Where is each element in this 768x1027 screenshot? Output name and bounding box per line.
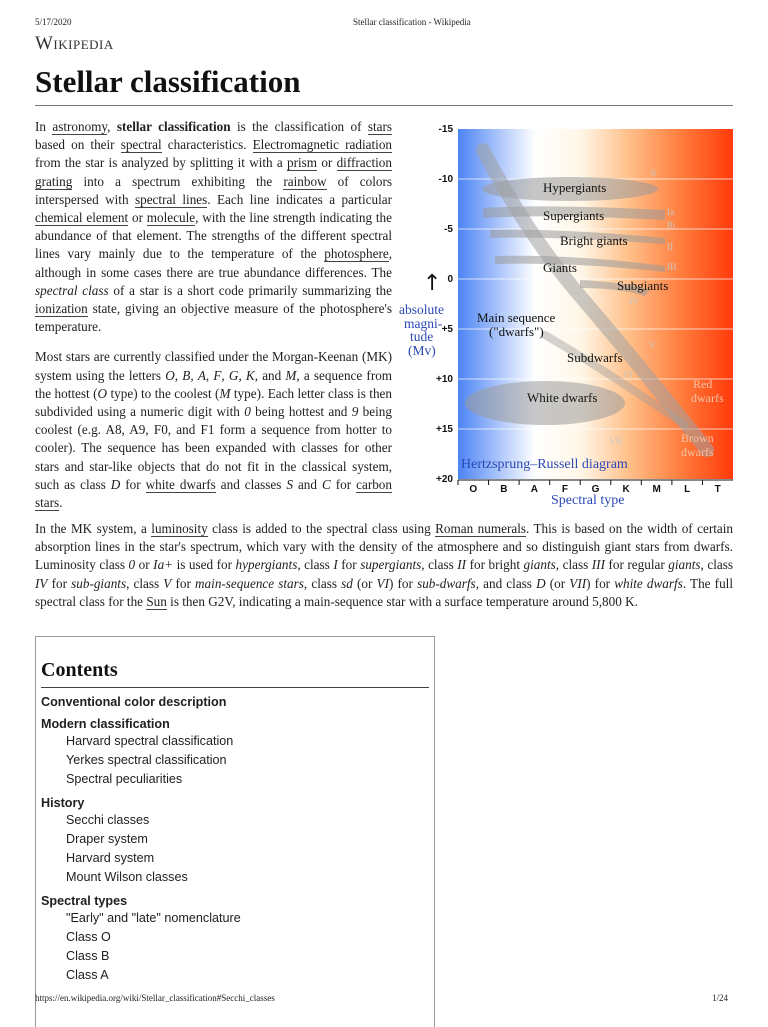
text-run: is then G2V, indicating a main-sequence star with a surface temperature around 5,800 K.	[166, 593, 638, 609]
x-tick-label: T	[714, 484, 721, 495]
luminosity-paragraph	[35, 520, 733, 611]
roman-ib: Ib	[667, 221, 675, 231]
text-run: type) to the coolest (	[107, 385, 220, 401]
italic-term: sd	[341, 575, 353, 591]
y-tick-label: -10	[438, 174, 453, 185]
text-run: , a sequence from the hottest (	[35, 367, 393, 401]
text-run: state, giving an objective measure of the photosphere's temperature.	[35, 301, 392, 335]
text-run: for	[47, 575, 72, 591]
wikipedia-wordmark[interactable]: Wikipedia	[35, 33, 114, 54]
text-run: , class	[700, 557, 733, 573]
italic-term: giants	[523, 557, 556, 573]
italic-term: F	[213, 367, 222, 383]
inline-link[interactable]: spectral	[120, 137, 162, 153]
print-date: 5/17/2020	[35, 17, 72, 27]
y-tick-label: -5	[444, 224, 453, 235]
italic-term: A	[197, 367, 206, 383]
text-run: , and class	[475, 575, 537, 591]
label-red-dwarfs: dwarfs	[691, 391, 724, 405]
roman-vii: VII	[609, 437, 623, 447]
hr-diagram[interactable]	[395, 120, 740, 515]
text-run: ,	[221, 367, 229, 383]
label-red: Red	[693, 377, 713, 391]
italic-term: III	[591, 557, 605, 573]
intro-column	[35, 118, 392, 524]
italic-term: O	[165, 367, 175, 383]
text-run: being hottest and	[250, 404, 352, 420]
italic-term: M	[219, 385, 231, 401]
text-run: ,	[107, 119, 117, 134]
print-url: https://en.wikipedia.org/wiki/Stellar_classification#Secchi_classes	[35, 993, 275, 1003]
italic-term: spectral class	[35, 282, 109, 298]
inline-link[interactable]: chemical element	[35, 210, 129, 226]
text-run: and	[292, 476, 322, 492]
text-run: (or	[545, 575, 570, 591]
italic-term: II	[457, 557, 467, 573]
print-title: Stellar classification - Wikipedia	[353, 17, 471, 27]
y-tick-label: +15	[436, 424, 453, 435]
y-axis-label-line1[interactable]: absolute	[399, 302, 444, 317]
x-tick-label: F	[561, 484, 568, 495]
contents-subsection-link[interactable]: Class B	[66, 949, 110, 963]
italic-term: M	[285, 367, 297, 383]
x-tick-label: K	[622, 484, 630, 495]
text-run: ,	[205, 367, 214, 383]
contents-subsection-link[interactable]: "Early" and "late" nomenclature	[66, 911, 241, 925]
contents-subsection-link[interactable]: Class O	[66, 930, 111, 944]
inline-link[interactable]: stars	[367, 119, 393, 134]
text-run: In the MK system, a	[35, 521, 152, 536]
text-run: for	[171, 575, 196, 591]
text-run: In	[35, 119, 53, 134]
italic-term: D	[110, 476, 121, 492]
y-axis-label-line2[interactable]: magni-	[404, 316, 443, 331]
label-brown-dwarfs: dwarfs	[681, 445, 714, 459]
contents-subsection-link[interactable]: Spectral peculiarities	[66, 772, 183, 786]
text-run: for regular	[604, 557, 669, 573]
inline-link[interactable]: Roman numerals	[435, 521, 526, 536]
contents-section-link[interactable]: Modern classification	[41, 717, 170, 731]
text-run: , with the line strength indicating the abundance of that element. The strengths of the different spectral lines vary mainly due to the temperature of the	[35, 210, 392, 262]
contents-list	[41, 694, 434, 985]
italic-term: S	[286, 476, 293, 492]
intro-paragraph-1	[35, 118, 392, 336]
contents-rule	[41, 687, 429, 688]
text-run: characteristics.	[161, 137, 253, 153]
hr-caption[interactable]: Hertzsprung–Russell diagram	[461, 457, 628, 472]
text-run: and classes	[215, 476, 287, 492]
roman-0: 0	[651, 169, 656, 179]
label-supergiants: Supergiants	[543, 208, 605, 223]
italic-term: I	[333, 557, 338, 573]
text-run: for	[120, 476, 146, 492]
inline-link[interactable]: white dwarfs	[145, 476, 216, 492]
italic-term: hypergiants	[235, 557, 298, 573]
inline-link[interactable]: ionization	[35, 301, 88, 317]
text-run: into a spectrum exhibiting the	[72, 173, 284, 189]
x-tick-label: A	[530, 484, 539, 495]
label-giants: Giants	[543, 260, 577, 275]
inline-link[interactable]: carbon stars	[35, 476, 392, 511]
italic-term: O	[97, 385, 108, 401]
inline-link[interactable]: molecule	[146, 210, 196, 226]
x-tick-label: L	[684, 484, 691, 495]
text-run: ) for	[586, 575, 615, 591]
text-run: ,	[174, 367, 183, 383]
italic-term: 9	[351, 404, 359, 420]
roman-iii: III	[667, 263, 677, 273]
label-brown: Brown	[681, 431, 714, 445]
text-run: for	[337, 557, 361, 573]
text-run: is used for	[173, 557, 236, 573]
text-run: . Each line indicates a particular	[207, 191, 392, 207]
italic-term: supergiants	[360, 557, 422, 573]
contents-subsection-link[interactable]: Secchi classes	[66, 813, 150, 827]
contents-subsection-link[interactable]: Draper system	[66, 832, 148, 846]
contents-section-link[interactable]: Spectral types	[41, 894, 128, 908]
text-run: , class	[303, 575, 342, 591]
label-dwarfs: ("dwarfs")	[489, 324, 544, 339]
contents-subsection-link[interactable]: Mount Wilson classes	[66, 870, 188, 884]
inline-link[interactable]: astronomy	[52, 119, 108, 134]
contents-subsection-link[interactable]: Harvard spectral classification	[66, 734, 234, 748]
contents-title: Contents	[41, 659, 118, 681]
text-run: ) for	[389, 575, 418, 591]
x-tick-label: B	[500, 484, 508, 495]
text-run: , and	[254, 367, 286, 383]
contents-section-link[interactable]: Conventional color description	[41, 695, 227, 709]
inline-link[interactable]: spectral lines	[134, 191, 208, 207]
text-run: . The full spectral class for the	[35, 575, 733, 609]
text-run: of a star is a short code primarily summarizing the	[108, 282, 392, 298]
italic-term: giants	[668, 557, 701, 573]
text-run: for bright	[466, 557, 524, 573]
text-run: , class	[297, 557, 334, 573]
text-run: being coolest (e.g. A8, A9, F0, and F1 form a sequence from hotter to cooler). The sequence has been expanded with classes for other stars and star-like objects that do not fit in the classical system, such as class	[35, 404, 392, 492]
text-run: or	[128, 210, 147, 226]
up-arrow-icon: ↑	[423, 271, 442, 296]
italic-term: K	[245, 367, 255, 383]
inline-link[interactable]: Electromagnetic radiation	[252, 137, 393, 153]
italic-term: Ia+	[153, 557, 174, 573]
italic-term: main-sequence stars	[195, 575, 304, 591]
text-run: or	[135, 557, 154, 573]
roman-v: V	[649, 341, 656, 351]
y-axis-label-line3[interactable]: tude	[410, 329, 434, 344]
italic-term: IV	[35, 575, 48, 591]
x-axis-label[interactable]: Spectral type	[551, 493, 625, 508]
y-axis-label-line4[interactable]: (Mv)	[408, 343, 436, 358]
text-run: is the classification of	[230, 119, 368, 134]
text-run: type). Each letter class is then subdivided using a numeric digit with	[35, 385, 392, 420]
label-subgiants: Subgiants	[617, 278, 669, 293]
text-run: , class	[126, 575, 164, 591]
inline-link[interactable]: rainbow	[283, 173, 327, 189]
text-run: ,	[238, 367, 246, 383]
label-main-sequence: Main sequence	[477, 310, 556, 325]
italic-term: VI	[376, 575, 389, 591]
text-run: , class	[555, 557, 592, 573]
text-run: for	[330, 476, 357, 492]
roman-ii: II	[667, 243, 674, 253]
x-tick-label: G	[591, 484, 600, 495]
x-tick-label: O	[469, 484, 478, 495]
bold-term: stellar classification	[116, 119, 231, 134]
label-white-dwarfs: White dwarfs	[527, 390, 598, 405]
contents-subsection-link[interactable]: Class A	[66, 968, 109, 982]
italic-term: B	[182, 367, 191, 383]
italic-term: VII	[569, 575, 587, 591]
intro-paragraph-2	[35, 348, 392, 512]
text-run: .	[59, 495, 63, 511]
text-run: or	[317, 155, 337, 171]
italic-term: V	[163, 575, 172, 591]
italic-term: sub-giants	[71, 575, 127, 591]
text-run: , class	[421, 557, 458, 573]
inline-link[interactable]: photosphere	[324, 246, 389, 262]
label-bright-giants: Bright giants	[560, 233, 628, 248]
y-tick-label: -15	[438, 124, 453, 135]
contents-subsection-link[interactable]: Harvard system	[66, 851, 155, 865]
text-run: ,	[190, 367, 198, 383]
x-tick-label: M	[652, 484, 661, 495]
table-of-contents	[35, 636, 435, 1027]
inline-link[interactable]: luminosity	[151, 521, 208, 536]
y-tick-label: +10	[436, 374, 453, 385]
italic-term: 0	[128, 557, 136, 573]
contents-section-link[interactable]: History	[41, 796, 85, 810]
y-tick-label: +5	[441, 324, 453, 335]
inline-link[interactable]: diffraction grating	[35, 155, 392, 189]
italic-term: sub-dwarfs	[417, 575, 476, 591]
text-run: . This is based on the width of certain absorption lines in the star's spectrum, which vary with the density of the atmosphere and so distinguish giant stars from dwarfs. Luminosity class	[35, 521, 733, 573]
text-run: , although in some cases there are true abundance differences. The	[35, 246, 392, 280]
y-tick-label: 0	[447, 274, 453, 285]
title-rule	[35, 105, 733, 106]
print-page-number: 1/24	[712, 993, 729, 1003]
italic-term: G	[228, 367, 239, 383]
text-run: based on their	[35, 137, 121, 153]
text-run: of colors interspersed with	[35, 173, 393, 207]
page-title: Stellar classification	[35, 64, 301, 99]
inline-link[interactable]: prism	[287, 155, 318, 171]
italic-term: 0	[244, 404, 251, 420]
label-subdwarfs: Subdwarfs	[567, 350, 623, 365]
contents-subsection-link[interactable]: Yerkes spectral classification	[66, 753, 227, 767]
roman-ia: Ia	[667, 208, 675, 218]
italic-term: white dwarfs	[614, 575, 683, 591]
roman-vi: VI	[623, 371, 634, 381]
text-run: Most stars are currently classified under the Morgan-Keenan (MK) system using the letters	[35, 349, 392, 383]
italic-term: D	[536, 575, 546, 591]
inline-link[interactable]: Sun	[146, 593, 167, 609]
y-tick-label: +20	[436, 474, 453, 485]
text-run: from the star is analyzed by splitting it with a	[35, 155, 288, 171]
roman-iv: IV	[629, 297, 640, 307]
text-run: (or	[352, 575, 377, 591]
intro-paragraph-3	[35, 520, 733, 611]
text-run: class is added to the spectral class using	[207, 521, 436, 536]
label-hypergiants: Hypergiants	[543, 180, 607, 195]
italic-term: C	[321, 476, 331, 492]
